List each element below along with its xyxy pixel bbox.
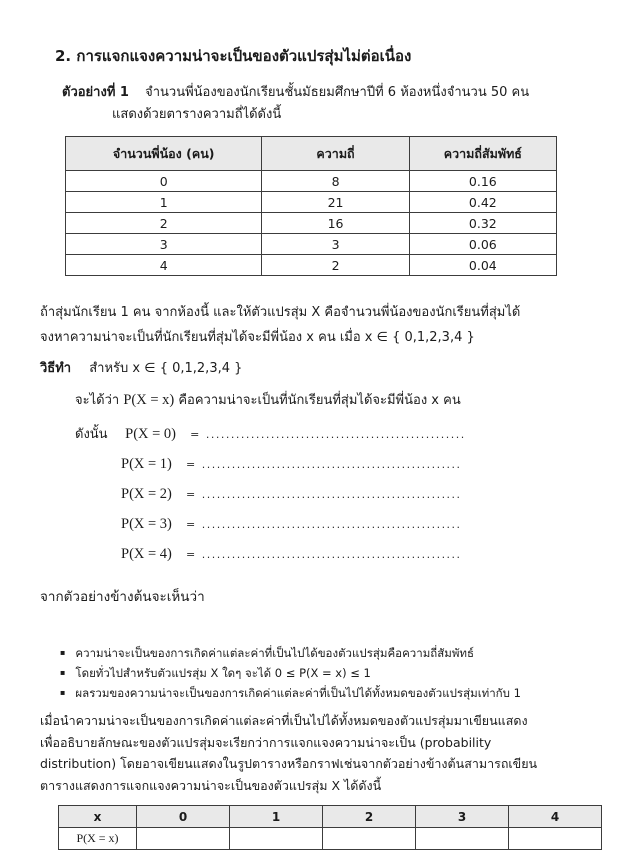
table-cell: 4	[66, 255, 262, 276]
probability-line	[75, 449, 584, 479]
table-cell: 2	[66, 213, 262, 234]
column-header-1: 1	[230, 806, 323, 828]
closing-line-1: เมื่อนำความน่าจะเป็นของการเกิดค่าแต่ละค่าที่เป็นไปได้ทั้งหมดของตัวแปรสุ่มมาเขียนแสดง	[40, 713, 528, 728]
bullet-text: โดยทั่วไปสำหรับตัวแปรสุ่ม X ใดๆ จะได้ 0 ≤ P(X = x) ≤ 1	[75, 666, 371, 680]
bullet-text: ผลรวมของความน่าจะเป็นของการเกิดค่าแต่ละค่าที่เป็นไปได้ทั้งหมดของตัวแปรสุ่มเท่ากับ 1	[75, 686, 521, 700]
answer-cell	[509, 828, 602, 850]
answer-blank: = ....................................................	[186, 518, 462, 531]
closing-line-2: เพื่ออธิบายลักษณะของตัวแปรสุ่มจะเรียกว่าการแจกแจงความน่าจะเป็น (probability	[40, 734, 492, 750]
closing-line-3: distribution) โดยอาจเขียนแสดงในรูปตารางหรือกราฟเช่นจากตัวอย่างข้างต้นสามารถเขียน	[40, 756, 538, 771]
table-cell: 0.42	[409, 192, 556, 213]
answer-blank: = ....................................................	[186, 458, 462, 471]
prob-expression: P(X = 4)	[121, 546, 172, 562]
probability-line	[75, 419, 584, 449]
frequency-table	[65, 136, 557, 276]
observation-list	[60, 643, 584, 703]
example-text-2: แสดงด้วยตารางความถี่ได้ดังนี้	[112, 107, 282, 122]
table-cell: 3	[66, 234, 262, 255]
column-header-3: 3	[416, 806, 509, 828]
bullet-icon: ▪	[60, 668, 66, 677]
probability-answers	[75, 419, 584, 569]
method-label: วิธีทำ	[40, 361, 72, 376]
list-item	[60, 683, 584, 703]
table-cell: 8	[262, 171, 409, 192]
table-cell: 0.32	[409, 213, 556, 234]
table-row	[66, 213, 557, 234]
column-header-siblings: จำนวนพี่น้อง (คน)	[66, 137, 262, 171]
table-row	[59, 828, 602, 850]
probability-line	[75, 539, 584, 569]
distribution-table	[58, 805, 602, 850]
table-cell: 16	[262, 213, 409, 234]
column-header-4: 4	[509, 806, 602, 828]
table-cell: 0.06	[409, 234, 556, 255]
probability-line	[75, 479, 584, 509]
table-cell: 21	[262, 192, 409, 213]
given-suffix: คือความน่าจะเป็นที่นักเรียนที่สุ่มได้จะมีพี่น้อง x คน	[178, 393, 461, 408]
method-text: สำหรับ x ∈ { 0,1,2,3,4 }	[89, 361, 243, 376]
column-header-frequency: ความถี่	[262, 137, 409, 171]
table-cell: 3	[262, 234, 409, 255]
given-line	[75, 386, 584, 415]
list-item	[60, 663, 584, 683]
table-row	[66, 234, 557, 255]
prob-expression: P(X = 3)	[121, 516, 172, 532]
example-label: ตัวอย่างที่ 1	[62, 85, 129, 100]
table-cell: 0.16	[409, 171, 556, 192]
given-prefix: จะได้ว่า	[75, 393, 120, 408]
table-cell: 0.04	[409, 255, 556, 276]
prob-expression: P(X = 2)	[121, 486, 172, 502]
bullet-text: ความน่าจะเป็นของการเกิดค่าแต่ละค่าที่เป็นไปได้ของตัวแปรสุ่มคือความถี่สัมพัทธ์	[75, 646, 475, 660]
answer-blank: = ....................................................	[186, 548, 462, 561]
section-title: 2. การแจกแจงความน่าจะเป็นของตัวแปรสุ่มไม่ต่อเนื่อง	[55, 47, 412, 65]
problem-statement	[40, 300, 584, 350]
table-cell: 1	[66, 192, 262, 213]
closing-paragraph	[40, 710, 584, 796]
list-item	[60, 643, 584, 663]
row-label: P(X = x)	[59, 828, 137, 850]
table-row	[66, 192, 557, 213]
example-text: จำนวนพี่น้องของนักเรียนชั้นมัธยมศึกษาปีที่ 6 ห้องหนึ่งจำนวน 50 คน	[145, 85, 530, 100]
example-intro	[62, 83, 584, 103]
table-cell: 0	[66, 171, 262, 192]
problem-text-line-2: จงหาความน่าจะเป็นที่นักเรียนที่สุ่มได้จะมีพี่น้อง x คน เมื่อ x ∈ { 0,1,2,3,4 }	[40, 330, 475, 345]
answer-cell	[323, 828, 416, 850]
table-row	[66, 255, 557, 276]
answer-blank: = ....................................................	[186, 488, 462, 501]
answer-cell	[416, 828, 509, 850]
probability-line	[75, 509, 584, 539]
closing-line-4: ตารางแสดงการแจกแจงความน่าจะเป็นของตัวแปรสุ่ม X ได้ดังนี้	[40, 777, 382, 793]
answer-blank: = ....................................................	[190, 428, 466, 441]
given-expression: P(X = x)	[123, 392, 175, 408]
table-header-row	[59, 806, 602, 828]
column-header-relative-frequency: ความถี่สัมพัทธ์	[409, 137, 556, 171]
problem-text-line-1: ถ้าสุ่มนักเรียน 1 คน จากห้องนี้ และให้ตัวแปรสุ่ม X คือจำนวนพี่น้องของนักเรียนที่สุ่มได้	[40, 305, 521, 320]
therefore-label: ดังนั้น	[75, 427, 108, 442]
column-header-2: 2	[323, 806, 416, 828]
bullet-icon: ▪	[60, 688, 66, 697]
answer-cell	[137, 828, 230, 850]
table-header-row	[66, 137, 557, 171]
method-line	[40, 356, 584, 382]
bullet-icon: ▪	[60, 648, 66, 657]
column-header-x: x	[59, 806, 137, 828]
prob-expression: P(X = 1)	[121, 456, 172, 472]
table-cell: 2	[262, 255, 409, 276]
answer-cell	[230, 828, 323, 850]
table-row	[66, 171, 557, 192]
column-header-0: 0	[137, 806, 230, 828]
observation-heading: จากตัวอย่างข้างต้นจะเห็นว่า	[40, 589, 205, 605]
prob-expression: P(X = 0)	[125, 426, 177, 442]
